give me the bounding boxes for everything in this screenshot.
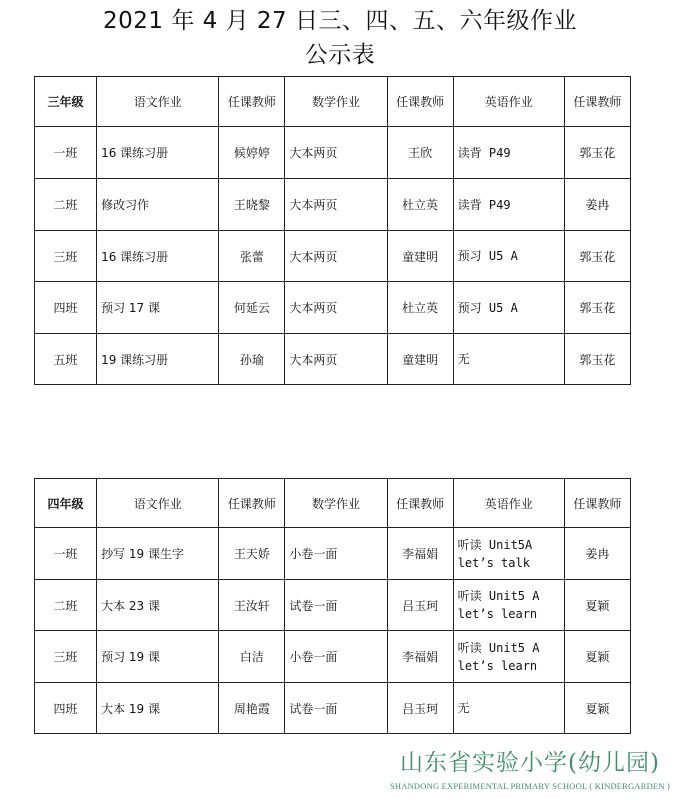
header-english: 英语作业 <box>453 77 564 127</box>
english-line-2: let’s learn <box>457 607 538 621</box>
chinese-teacher: 张蕾 <box>219 231 285 282</box>
header-teacher: 任课教师 <box>564 77 630 127</box>
grade-label: 四年级 <box>35 479 97 528</box>
header-chinese: 语文作业 <box>97 479 219 528</box>
math-homework: 大本两页 <box>285 127 387 179</box>
english-teacher: 姜冉 <box>564 179 630 231</box>
english-teacher: 夏颖 <box>564 683 630 734</box>
english-line-1: 无 <box>457 701 470 715</box>
grade3-homework-table <box>34 76 631 385</box>
english-homework: 无 <box>453 334 564 385</box>
school-logo <box>384 748 676 798</box>
chinese-homework: 16 课练习册 <box>97 231 219 282</box>
english-teacher: 姜冉 <box>564 528 630 580</box>
class-name: 二班 <box>35 580 97 631</box>
math-homework: 大本两页 <box>285 179 387 231</box>
header-teacher: 任课教师 <box>387 479 453 528</box>
header-math: 数学作业 <box>285 479 387 528</box>
table-header-row <box>35 479 631 528</box>
english-line-2: let’s learn <box>457 658 538 673</box>
math-teacher: 王欣 <box>387 127 453 179</box>
chinese-homework: 19 课练习册 <box>97 334 219 385</box>
math-homework: 大本两页 <box>285 231 387 282</box>
chinese-homework: 抄写 19 课生字 <box>97 528 219 580</box>
english-teacher: 夏颖 <box>564 631 630 683</box>
table-row <box>35 127 631 179</box>
english-homework <box>453 683 564 734</box>
grade-label: 三年级 <box>35 77 97 127</box>
english-homework <box>453 528 564 580</box>
header-teacher: 任课教师 <box>219 479 285 528</box>
chinese-homework: 大本 23 课 <box>97 580 219 631</box>
english-homework: 读背 P49 <box>453 179 564 231</box>
header-english: 英语作业 <box>453 479 564 528</box>
chinese-teacher: 王天娇 <box>219 528 285 580</box>
math-homework: 大本两页 <box>285 282 387 334</box>
english-line-1: 听读 Unit5 A <box>457 589 540 603</box>
chinese-teacher: 周艳霞 <box>219 683 285 734</box>
english-homework: 预习 U5 A <box>453 231 564 282</box>
table-row <box>35 580 631 631</box>
class-name: 四班 <box>35 282 97 334</box>
chinese-teacher: 白洁 <box>219 631 285 683</box>
table-row <box>35 631 631 683</box>
math-teacher: 杜立英 <box>387 282 453 334</box>
english-homework: 读背 P49 <box>453 127 564 179</box>
english-teacher: 郭玉花 <box>564 127 630 179</box>
math-homework: 试卷一面 <box>285 683 387 734</box>
math-homework: 小卷一面 <box>285 631 387 683</box>
class-name: 四班 <box>35 683 97 734</box>
english-teacher: 郭玉花 <box>564 282 630 334</box>
class-name: 一班 <box>35 528 97 580</box>
header-teacher: 任课教师 <box>564 479 630 528</box>
chinese-homework: 16 课练习册 <box>97 127 219 179</box>
school-name-en: SHANDONG EXPERIMENTAL PRIMARY SCHOOL ( KINDERGARDEN ) <box>389 781 671 791</box>
chinese-teacher: 何延云 <box>219 282 285 334</box>
chinese-homework: 预习 17 课 <box>97 282 219 334</box>
table-row <box>35 179 631 231</box>
english-teacher: 郭玉花 <box>564 231 630 282</box>
class-name: 一班 <box>35 127 97 179</box>
math-teacher: 童建明 <box>387 334 453 385</box>
math-teacher: 吕玉珂 <box>387 683 453 734</box>
grade4-homework-table <box>34 478 631 734</box>
chinese-teacher: 候婷婷 <box>219 127 285 179</box>
table-row <box>35 231 631 282</box>
chinese-homework: 预习 19 课 <box>97 631 219 683</box>
class-name: 三班 <box>35 631 97 683</box>
table-header-row <box>35 77 631 127</box>
table-row <box>35 282 631 334</box>
chinese-teacher: 王晓黎 <box>219 179 285 231</box>
english-homework: 预习 U5 A <box>453 282 564 334</box>
math-teacher: 杜立英 <box>387 179 453 231</box>
page-subtitle: 公示表 <box>304 42 376 68</box>
math-homework: 小卷一面 <box>285 528 387 580</box>
math-teacher: 李福娟 <box>387 528 453 580</box>
table-row <box>35 683 631 734</box>
school-name-cn: 山东省实验小学(幼儿园) <box>400 750 660 776</box>
class-name: 三班 <box>35 231 97 282</box>
english-line-2: let’s talk <box>457 555 530 570</box>
header-math: 数学作业 <box>285 77 387 127</box>
class-name: 五班 <box>35 334 97 385</box>
header-teacher: 任课教师 <box>219 77 285 127</box>
page-title: 2021 年 4 月 27 日三、四、五、六年级作业 <box>103 8 577 34</box>
english-homework <box>453 580 564 631</box>
english-teacher: 郭玉花 <box>564 334 630 385</box>
math-homework: 大本两页 <box>285 334 387 385</box>
english-teacher: 夏颖 <box>564 580 630 631</box>
chinese-teacher: 王汝轩 <box>219 580 285 631</box>
chinese-homework: 大本 19 课 <box>97 683 219 734</box>
math-teacher: 童建明 <box>387 231 453 282</box>
chinese-teacher: 孙瑜 <box>219 334 285 385</box>
chinese-homework: 修改习作 <box>97 179 219 231</box>
math-teacher: 李福娟 <box>387 631 453 683</box>
table-row <box>35 334 631 385</box>
english-line-1: 听读 Unit5 A <box>457 640 540 655</box>
table-row <box>35 528 631 580</box>
math-homework: 试卷一面 <box>285 580 387 631</box>
class-name: 二班 <box>35 179 97 231</box>
english-homework <box>453 631 564 683</box>
header-teacher: 任课教师 <box>387 77 453 127</box>
math-teacher: 吕玉珂 <box>387 580 453 631</box>
english-line-1: 听读 Unit5A <box>457 537 533 552</box>
header-chinese: 语文作业 <box>97 77 219 127</box>
